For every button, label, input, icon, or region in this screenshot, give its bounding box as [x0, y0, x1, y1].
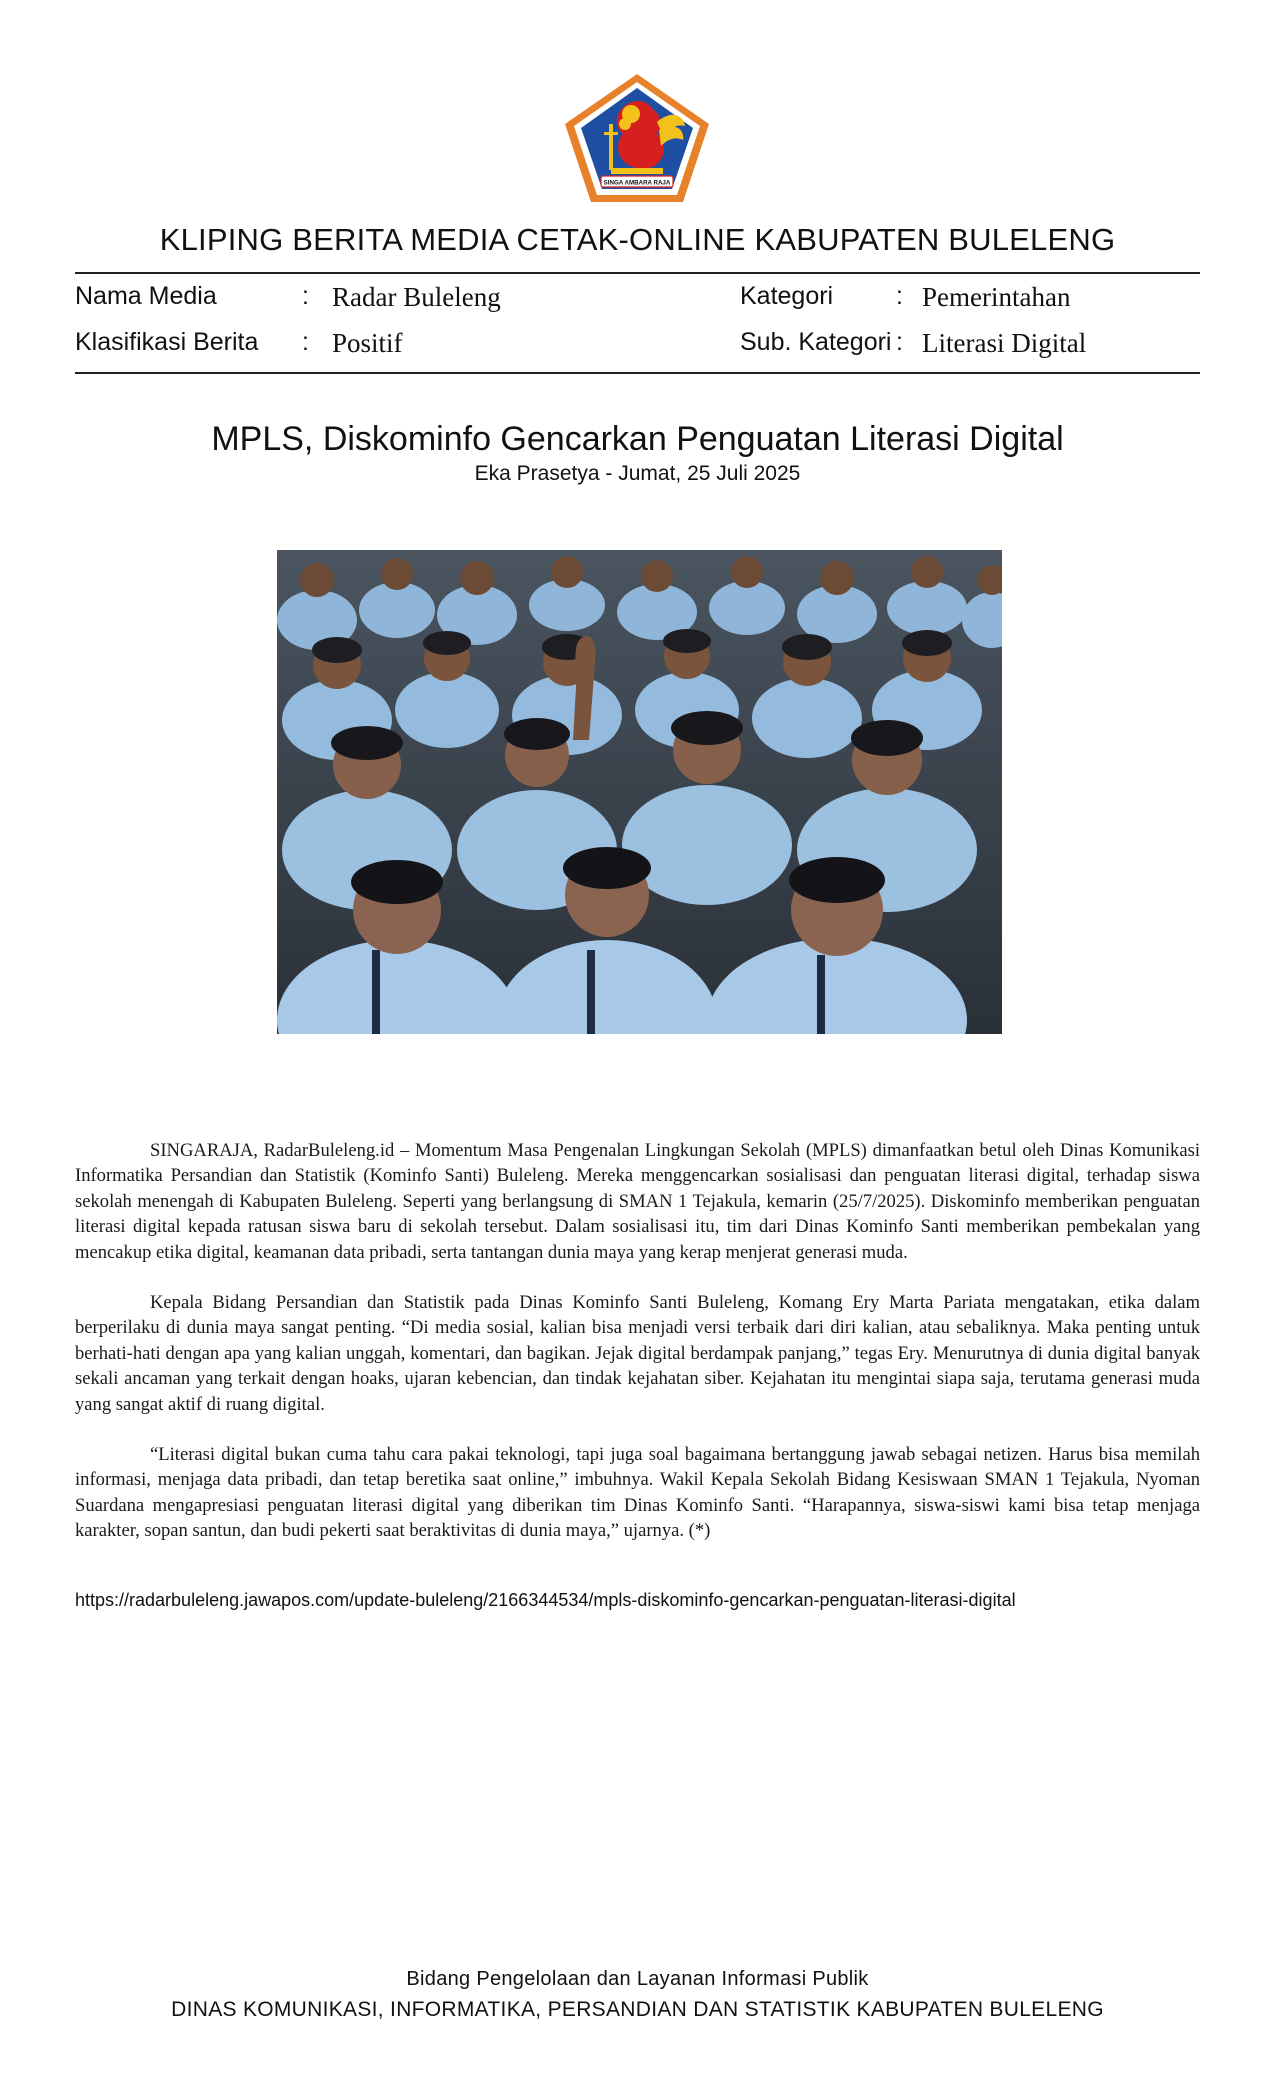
meta-top-divider — [75, 272, 1200, 274]
classification-value: Positif — [332, 328, 403, 358]
category-value: Pemerintahan — [922, 282, 1071, 312]
article-body — [75, 1138, 1200, 1569]
classification-colon: : — [302, 328, 309, 356]
category-colon: : — [896, 282, 903, 310]
photo-students-seated-in-hall — [277, 550, 1002, 1034]
subcategory-value: Literasi Digital — [922, 328, 1087, 358]
meta-bottom-divider — [75, 372, 1200, 374]
source-url-link[interactable]: https://radarbuleleng.jawapos.com/update-buleleng/2166344534/mpls-diskominfo-gencarkan-penguatan-literasi-digital — [75, 1590, 1016, 1610]
classification-label: Klasifikasi Berita — [75, 328, 259, 356]
clipping-header-title: KLIPING BERITA MEDIA CETAK-ONLINE KABUPATEN BULELENG — [159, 222, 1116, 257]
footer-agency-name: DINAS KOMUNIKASI, INFORMATIKA, PERSANDIAN DAN STATISTIK KABUPATEN BULELENG — [171, 1998, 1104, 2021]
subcategory-label: Sub. Kategori — [740, 328, 892, 356]
category-label: Kategori — [740, 282, 834, 310]
footer-division-name: Bidang Pengelolaan dan Layanan Informasi Publik — [406, 1968, 869, 1990]
article-paragraph-1: SINGARAJA, RadarBuleleng.id – Momentum Masa Pengenalan Lingkungan Sekolah (MPLS) dimanfaatkan betul oleh Dinas Komunikasi Informatika Persandian dan Statistik (Kominfo Santi) Buleleng. Mereka menggencarkan sosialisasi dan penguatan literasi digital, terhadap siswa sekolah menengah di Kabupaten Buleleng. Seperti yang berlangsung di SMAN 1 Tejakula, kemarin (25/7/2025). Diskominfo memberikan penguatan literasi digital kepada ratusan siswa baru di sekolah tersebut. Dalam sosialisasi itu, tim dari Dinas Kominfo Santi memberikan pembekalan yang mencakup etika digital, keamanan data pribadi, serta tantangan dunia maya yang kerap menjerat generasi muda. — [75, 1140, 1200, 1263]
regency-emblem — [561, 70, 713, 206]
svg-text:SINGA AMBARA RAJA: SINGA AMBARA RAJA — [603, 179, 671, 187]
subcategory-colon: : — [896, 328, 903, 356]
article-paragraph-2: Kepala Bidang Persandian dan Statistik pada Dinas Kominfo Santi Buleleng, Komang Ery Marta Pariata mengatakan, etika dalam berperilaku di dunia maya sangat penting. “Di media sosial, kalian bisa menjadi versi terbaik dari diri kalian, atau sebaliknya. Maka penting untuk berhati-hati dengan apa yang kalian unggah, komentari, dan bagikan. Jejak digital berdampak panjang,” tegas Ery. Menurutnya di dunia digital banyak sekali ancaman yang terkait dengan hoaks, ujaran kebencian, dan tindak kejahatan siber. Kejahatan itu mengintai siapa saja, terutama generasi muda yang sangat aktif di ruang digital. — [75, 1292, 1200, 1415]
media-name-colon: : — [302, 282, 309, 310]
media-name-value: Radar Buleleng — [332, 282, 501, 312]
media-name-label: Nama Media — [75, 282, 217, 310]
buleleng-regency-emblem-icon — [561, 70, 713, 206]
article-byline: Eka Prasetya - Jumat, 25 Juli 2025 — [474, 462, 801, 485]
article-paragraph-3: “Literasi digital bukan cuma tahu cara pakai teknologi, tapi juga soal bagaimana bertanggung jawab sebagai netizen. Harus bisa memilah informasi, menjaga data pribadi, dan tetap beretika saat online,” imbuhnya. Wakil Kepala Sekolah Bidang Kesiswaan SMAN 1 Tejakula, Nyoman Suardana mengapresiasi penguatan literasi digital yang diberikan tim Dinas Kominfo Santi. “Harapannya, siswa-siswi kami bisa tetap menjaga karakter, sopan santun, dan budi pekerti saat beraktivitas di dunia maya,” ujarnya. (*) — [75, 1444, 1200, 1542]
article-title: MPLS, Diskominfo Gencarkan Penguatan Literasi Digital — [211, 420, 1064, 458]
article-photo — [277, 550, 1002, 1034]
